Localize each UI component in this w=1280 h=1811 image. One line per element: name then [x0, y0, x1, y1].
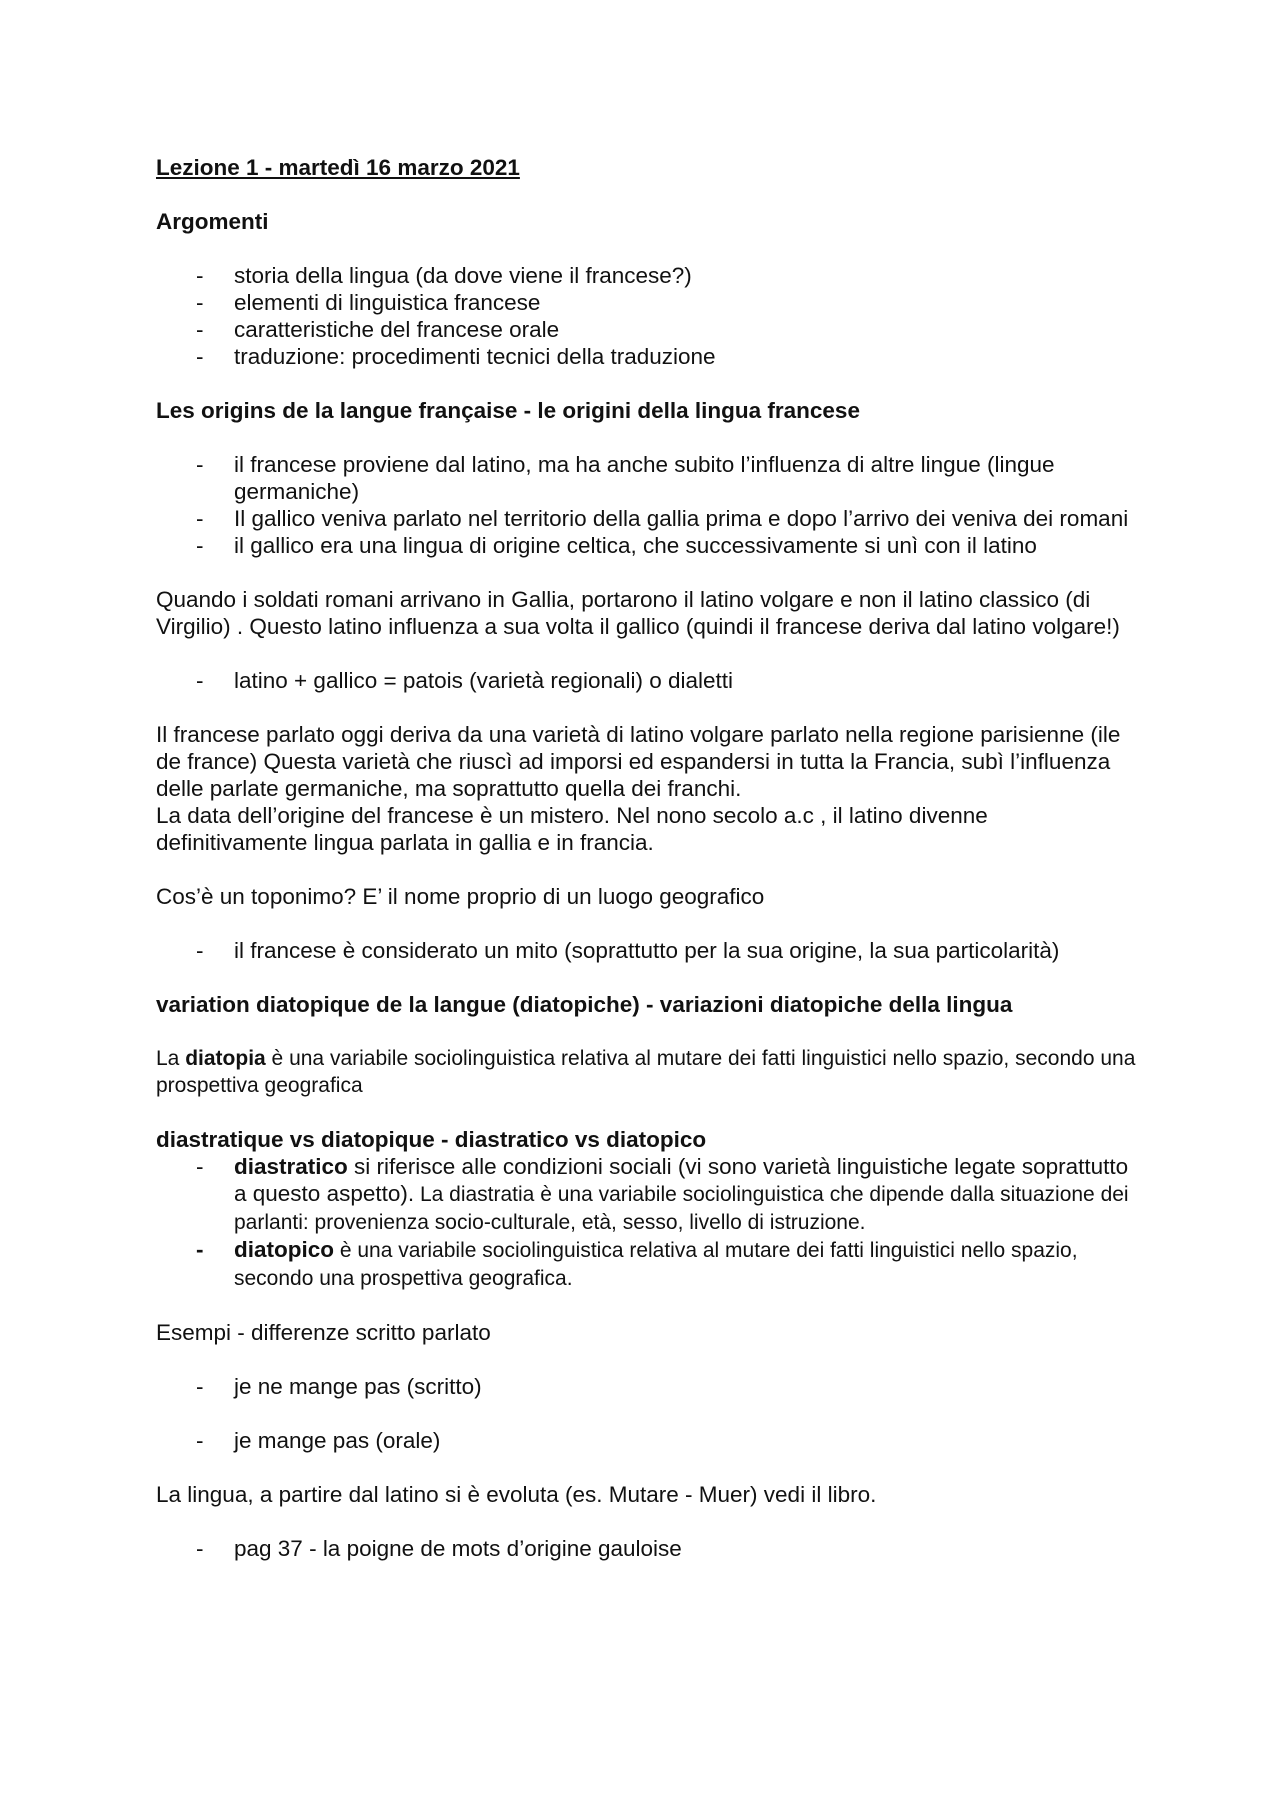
dash-bullet: - [196, 317, 204, 342]
section-heading-origins: Les origins de la langue française - le origini della lingua francese [156, 398, 860, 423]
esempio-list-2 [156, 1427, 1136, 1454]
patois-list [156, 667, 1136, 694]
dash-bullet: - [196, 506, 204, 531]
list-item-text: latino + gallico = patois (varietà regionali) o dialetti [234, 668, 734, 693]
bold-term: diatopia [185, 1047, 266, 1070]
paragraph-toponimo: Cos’è un toponimo? E’ il nome proprio di un luogo geografico [156, 884, 765, 909]
list-item [156, 1427, 1136, 1454]
list-item-text: je mange pas (orale) [234, 1428, 441, 1453]
mito-list [156, 937, 1136, 964]
section-heading-argomenti: Argomenti [156, 209, 269, 234]
dash-bullet: - [196, 668, 204, 693]
list-item-text: traduzione: procedimenti tecnici della traduzione [234, 344, 716, 369]
dash-bullet: - [196, 452, 204, 477]
list-item-text: elementi di linguistica francese [234, 290, 541, 315]
text-span: La diastratia è una variabile sociolinguistica che dipende dalla situazione dei parlanti: provenienza socio-culturale, età, sesso, livello di istruzione. [234, 1183, 1129, 1234]
dash-bullet: - [196, 1237, 204, 1262]
document-body [156, 154, 1136, 1589]
dash-bullet: - [196, 344, 204, 369]
dash-bullet: - [196, 1374, 204, 1399]
list-item [156, 532, 1136, 559]
section-heading-vs: diastratique vs diatopique - diastratico vs diatopico [156, 1127, 707, 1152]
vs-list [156, 1153, 1136, 1292]
esempio-list-1 [156, 1373, 1136, 1400]
list-item-text: il francese proviene dal latino, ma ha anche subito l’influenza di altre lingue (lingue germaniche) [234, 452, 1055, 504]
list-item [156, 937, 1136, 964]
paragraph-line: Il francese parlato oggi deriva da una varietà di latino volgare parlato nella regione parisienne (ile de france) Questa varietà che riuscì ad imporsi ed espandersi in tutta la Francia, subì l’influenza delle parlate germaniche, ma soprattutto quella dei franchi. [156, 722, 1121, 801]
paragraph-lingua: La lingua, a partire dal latino si è evoluta (es. Mutare - Muer) vedi il libro. [156, 1482, 877, 1507]
dash-bullet: - [196, 263, 204, 288]
list-item [156, 1535, 1136, 1562]
list-item-text: je ne mange pas (scritto) [234, 1374, 482, 1399]
list-item-text: Il gallico veniva parlato nel territorio della gallia prima e dopo l’arrivo dei veniva dei romani [234, 506, 1129, 531]
paragraph-esempi: Esempi - differenze scritto parlato [156, 1320, 491, 1345]
list-item [156, 343, 1136, 370]
bold-term: diastratico [234, 1154, 348, 1179]
origins-list [156, 451, 1136, 559]
dash-bullet: - [196, 533, 204, 558]
paragraph-francese-parlato [156, 721, 1136, 856]
section-heading-variation: variation diatopique de la langue (diatopiche) - variazioni diatopiche della lingua [156, 992, 1013, 1017]
text-span: La [156, 1047, 186, 1070]
pag-list [156, 1535, 1136, 1562]
list-item-text: il francese è considerato un mito (soprattutto per la sua origine, la sua particolarità) [234, 938, 1060, 963]
list-item-text: il gallico era una lingua di origine celtica, che successivamente si unì con il latino [234, 533, 1037, 558]
list-item [156, 451, 1136, 505]
paragraph-soldati: Quando i soldati romani arrivano in Gallia, portarono il latino volgare e non il latino classico (di Virgilio) . Questo latino influenza a sua volta il gallico (quindi il francese deriva dal latino volgare!) [156, 587, 1120, 639]
dash-bullet: - [196, 1536, 204, 1561]
list-item [156, 1236, 1136, 1292]
list-item [156, 262, 1136, 289]
list-item [156, 316, 1136, 343]
list-item [156, 505, 1136, 532]
list-item [156, 667, 1136, 694]
dash-bullet: - [196, 1428, 204, 1453]
page-title: Lezione 1 - martedì 16 marzo 2021 [156, 155, 520, 180]
argomenti-list [156, 262, 1136, 370]
paragraph-line: La data dell’origine del francese è un mistero. Nel nono secolo a.c , il latino divenne definitivamente lingua parlata in gallia e in francia. [156, 803, 988, 855]
list-item [156, 1153, 1136, 1236]
list-item-text: storia della lingua (da dove viene il francese?) [234, 263, 692, 288]
list-item-text: pag 37 - la poigne de mots d’origine gauloise [234, 1536, 682, 1561]
dash-bullet: - [196, 290, 204, 315]
list-item-text: caratteristiche del francese orale [234, 317, 560, 342]
list-item [156, 1373, 1136, 1400]
text-span: è una variabile sociolinguistica relativa al mutare dei fatti linguistici nello spazio, secondo una prospettiva geografica. [234, 1239, 1078, 1290]
bold-term: diatopico [234, 1237, 334, 1262]
dash-bullet: - [196, 1154, 204, 1179]
list-item [156, 289, 1136, 316]
paragraph-diatopia [156, 1045, 1136, 1099]
dash-bullet: - [196, 938, 204, 963]
text-span: si riferisce alle condizioni sociali (vi sono varietà linguistiche legate soprattutto a questo aspetto). [234, 1154, 1129, 1206]
text-span: è una variabile sociolinguistica relativa al mutare dei fatti linguistici nello spazio, secondo una prospettiva geografica [156, 1047, 1136, 1097]
